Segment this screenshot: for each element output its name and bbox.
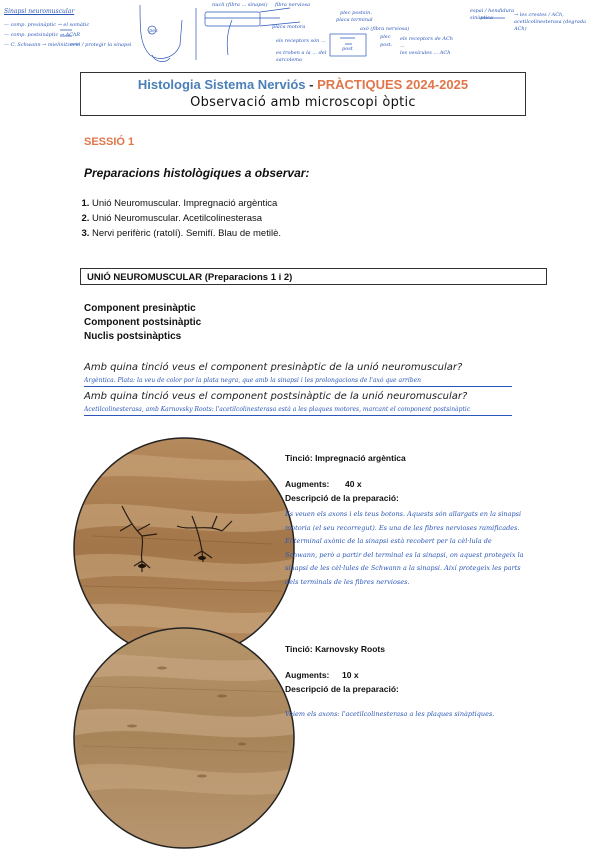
micrograph-acetylcholinesterase	[72, 626, 296, 850]
slide2-description: Veiem els axons: l'acetilcolinesterasa a les plaques sinàptiques.	[285, 710, 495, 718]
notes-center: plec postsin.	[340, 10, 372, 16]
preparations-heading: Preparacions histològiques a observar:	[84, 166, 310, 180]
slide2-description-label: Descripció de la preparació:	[285, 684, 399, 694]
notes-item: — comp. postsinàptic → AChR	[4, 32, 81, 38]
notes-diagram	[0, 0, 600, 70]
answer-1[interactable]: Argèntica. Plata: la veu de color por la plata negra, que amb la sinapsi i les prolongacions de l'axó que arriben	[84, 376, 512, 387]
notes-center-lower: els receptors són ...	[276, 38, 326, 44]
notes-right-mid: les vesícules ... ACh	[400, 50, 451, 56]
notes-center: nucli (fibra ... sinapsi)	[212, 2, 268, 8]
notes-center-lower: es troben a la ... del sarcolema	[276, 50, 327, 63]
title-subject: Histologia Sistema Nerviós	[137, 77, 306, 92]
preparations-list	[72, 196, 281, 241]
title-course: PRÀCTIQUES 2024-2025	[317, 77, 469, 92]
list-item: 2. Unió Neuromuscular. Acetilcolinesterasa	[92, 211, 281, 226]
notes-label-pes: pes	[149, 28, 158, 34]
question-1: Amb quina tinció veus el component presinàptic de la unió neuromuscular?	[84, 362, 463, 373]
answer-2[interactable]: Acetilcolinesterasa, amb Karnovsky Roots: l'acetilcolinesterasa està a les plaques motores, marcant el component postsinàptic	[84, 405, 512, 416]
notes-center: fibra nerviosa	[275, 2, 311, 8]
component-label: Component postsinàptic	[84, 317, 202, 328]
component-label: Nuclis postsinàptics	[84, 331, 182, 342]
page-title	[81, 77, 525, 92]
notes-item: — C. Schwann → mielinització / protegir la sinapsi	[4, 42, 132, 48]
list-item: 1. Unió Neuromuscular. Impregnació argèntica	[92, 196, 281, 211]
notes-center: axó (fibra nerviosa)	[360, 26, 410, 32]
notes-item: — comp. presinàptic → el somàtic	[4, 22, 90, 28]
slide1-description: Es veuen els axons i els teus botons. Aquests són allargats en la sinapsi motoria (el seu recorregut). Es una de les fibres nervioses ramificades. El terminal axònic de la sinapsi està recobert per la cèl·lula de Schwann, però a partir del terminal es la sinapsi, on aquest protegeix la sinapsi de les cèl·lules de Schwann a la sinapsi. Així protegeix les parts dels terminals de les fibres nervioses.	[285, 510, 524, 586]
slide1-description-label: Descripció de la preparació:	[285, 493, 399, 503]
notes-right: → les crestes / ACh, acetilcolinesterasa (degrada ACh)	[514, 12, 587, 32]
document-header	[80, 72, 526, 116]
notes-title: Sinapsi neuromuscular	[4, 8, 75, 15]
component-label: Component presinàptic	[84, 303, 196, 314]
session-heading: SESSIÓ 1	[84, 136, 135, 148]
notes-center: placa motora	[272, 24, 306, 30]
title-separator: -	[305, 77, 318, 92]
notes-label-post: post	[342, 46, 353, 52]
slide2-magnification-value: 10 x	[342, 670, 359, 680]
section-heading: UNIÓ NEUROMUSCULAR (Preparacions 1 i 2)	[80, 268, 547, 285]
page-subtitle: Observació amb microscopi òptic	[190, 95, 416, 110]
notes-right-mid: plec	[380, 34, 391, 40]
question-2: Amb quina tinció veus el component postsinàptic de la unió neuromuscular?	[84, 391, 468, 402]
notes-right-mid: els receptors de ACh ...	[400, 36, 453, 49]
notes-center: placa terminal	[336, 17, 373, 23]
slide2-stain: Tinció: Karnovsky Roots	[285, 644, 385, 654]
slide1-magnification-label: Augments:	[285, 479, 330, 489]
slide2-magnification-label: Augments:	[285, 670, 330, 680]
slide1-stain: Tinció: Impregnació argèntica	[285, 453, 406, 463]
slide1-magnification-value: 40 x	[345, 479, 362, 489]
notes-right-mid: post.	[380, 42, 393, 48]
notes-right: espai / hendidura sinàptica	[470, 8, 515, 21]
list-item: 3. Nervi perifèric (ratolí). Semifí. Blau de metilè.	[92, 226, 281, 241]
